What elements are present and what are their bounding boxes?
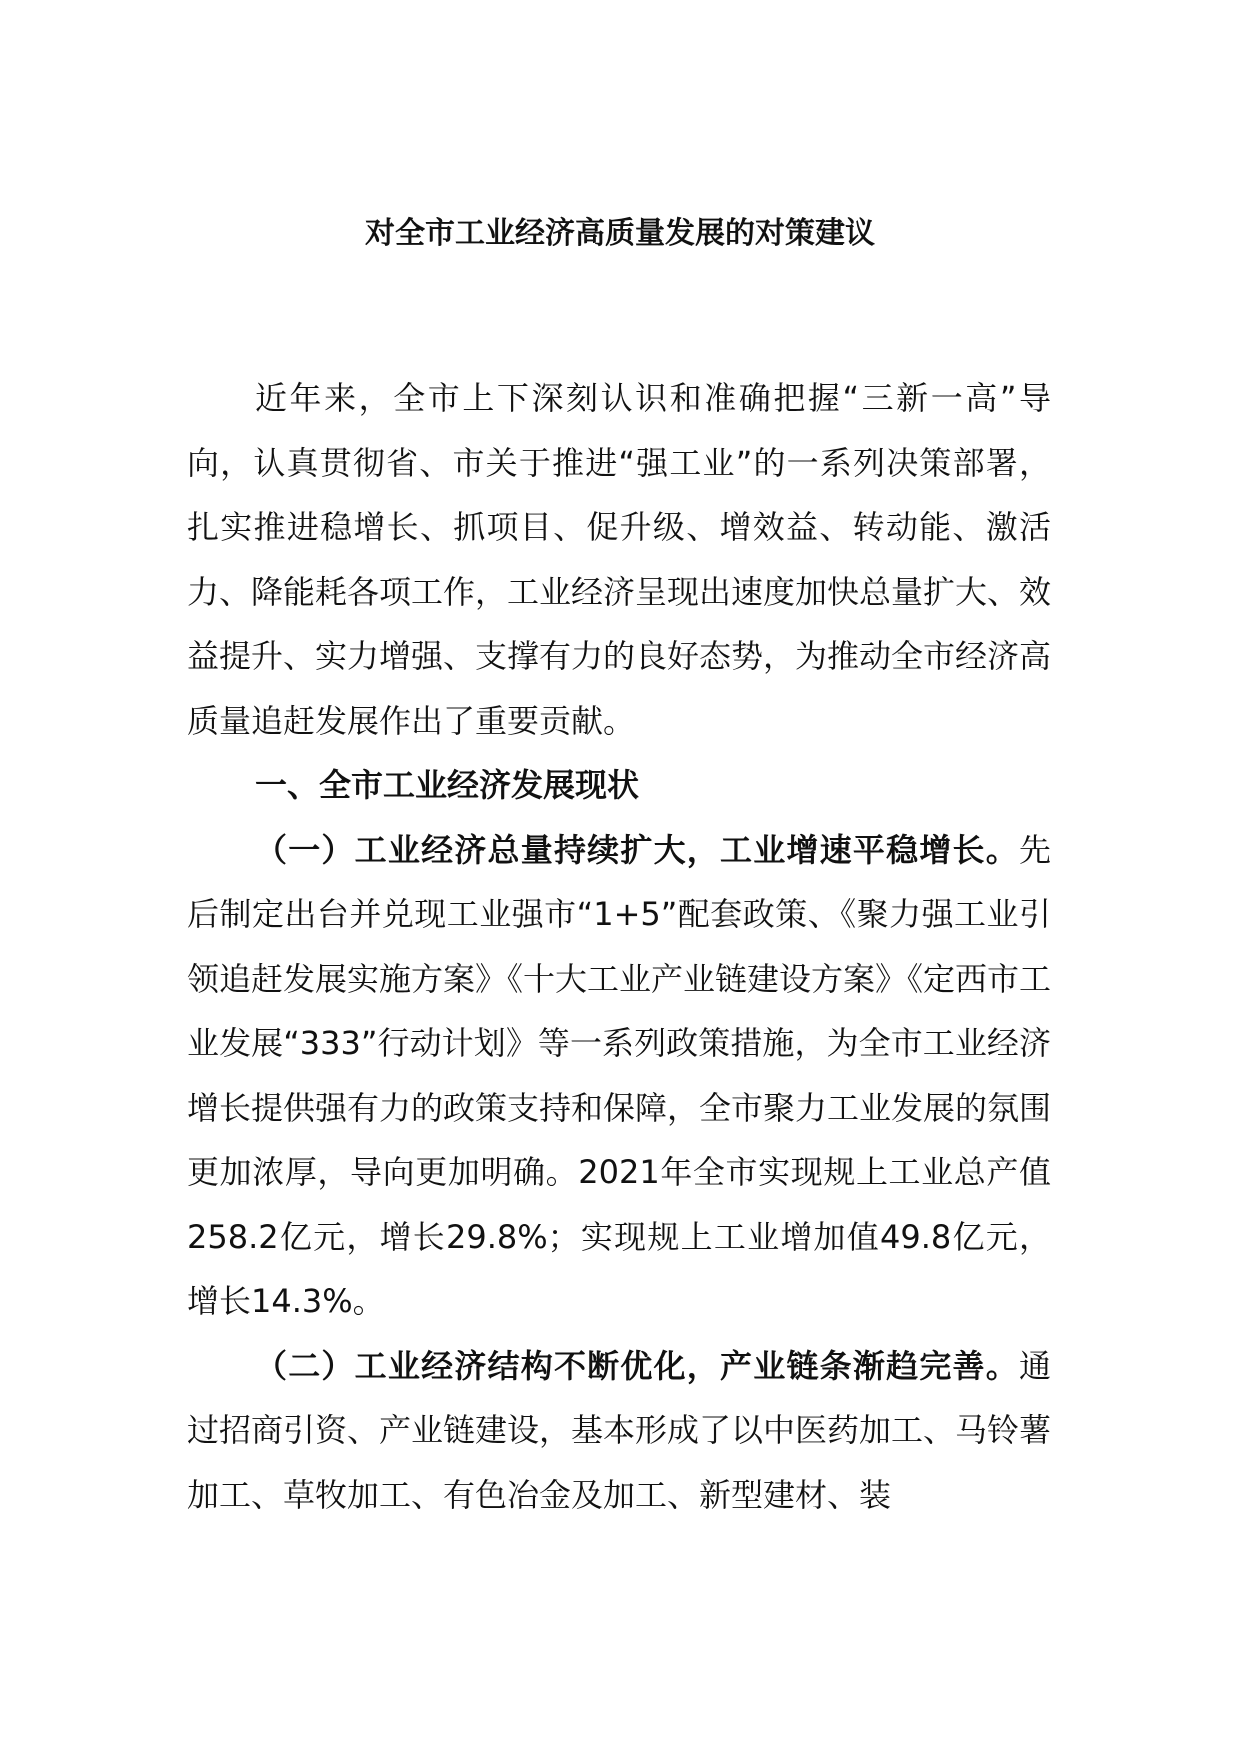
subsection-heading-1: （一）工业经济总量持续扩大，工业增速平稳增长。 xyxy=(255,830,1019,869)
subsection-heading-2: （二）工业经济结构不断优化，产业链条渐趋完善。 xyxy=(255,1346,1019,1385)
subsection-paragraph-2 xyxy=(187,1334,1051,1528)
section-heading: 一、全市工业经济发展现状 xyxy=(255,766,640,804)
subsection-paragraph-1 xyxy=(187,818,1051,1334)
subsection-body-1: 先后制定出台并兑现工业强市“1+5”配套政策、《聚力强工业引领追赶发展实施方案》《十大工业产业链建设方案》《定西市工业发展“333”行动计划》等一系列政策措施，为全市工业经济增长提供强有力的政策支持和保障，全市聚力工业发展的氛围更加浓厚，导向更加明确。2021年全市实现规上工业总产值258.2亿元，增长29.8%；实现规上工业增加值49.8亿元，增长14.3%。 xyxy=(187,830,1052,1320)
subsection-body-2: 通过招商引资、产业链建设，基本形成了以中医药加工、马铃薯加工、草牧加工、有色冶金及加工、新型建材、装 xyxy=(187,1346,1052,1514)
intro-paragraph: 近年来，全市上下深刻认识和准确把握“三新一高”导向，认真贯彻省、市关于推进“强工业”的一系列决策部署，扎实推进稳增长、抓项目、促升级、增效益、转动能、激活力、降能耗各项工作，工业经济呈现出速度加快总量扩大、效益提升、实力增强、支撑有力的良好态势，为推动全市经济高质量追赶发展作出了重要贡献。 xyxy=(187,379,1052,740)
document-body xyxy=(187,366,1051,1527)
document-title: 对全市工业经济高质量发展的对策建议 xyxy=(365,216,875,251)
